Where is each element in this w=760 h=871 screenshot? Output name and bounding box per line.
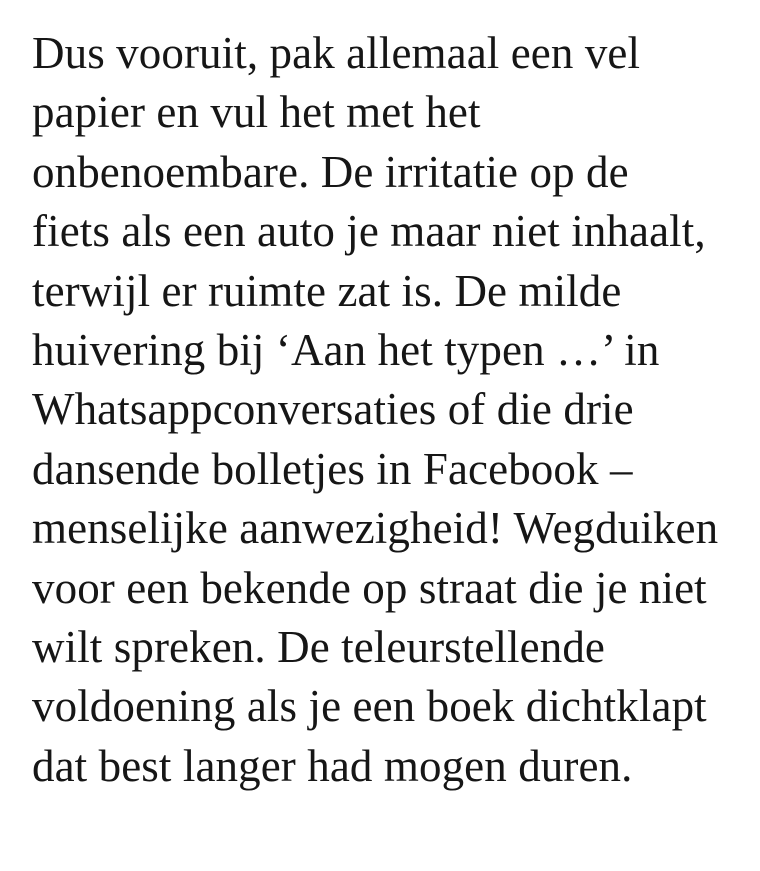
text-line: papier en vul het met het [32, 87, 481, 138]
text-line: wilt spreken. De teleurstellende [32, 622, 605, 673]
text-line: Dus vooruit, pak allemaal een vel [32, 28, 641, 78]
text-line: voldoening als je een boek dichtklapt [32, 681, 707, 732]
article-paragraph [32, 24, 732, 796]
text-line: Whatsappconversaties of die drie [32, 384, 634, 435]
text-line: terwijl er ruimte zat is. De milde [32, 265, 622, 316]
text-line: fiets als een auto je maar niet inhaalt, [32, 206, 706, 257]
text-line: menselijke aanwezigheid! Wegduiken [32, 503, 719, 554]
text-line: dansende bolletjes in Facebook – [32, 443, 633, 494]
text-line: dat best langer had mogen duren. [32, 740, 633, 791]
text-line: huivering bij ‘Aan het typen …’ in [32, 325, 660, 376]
text-line: voor een bekende op straat die je niet [32, 562, 707, 613]
text-line: onbenoembare. De irritatie op de [32, 146, 629, 197]
